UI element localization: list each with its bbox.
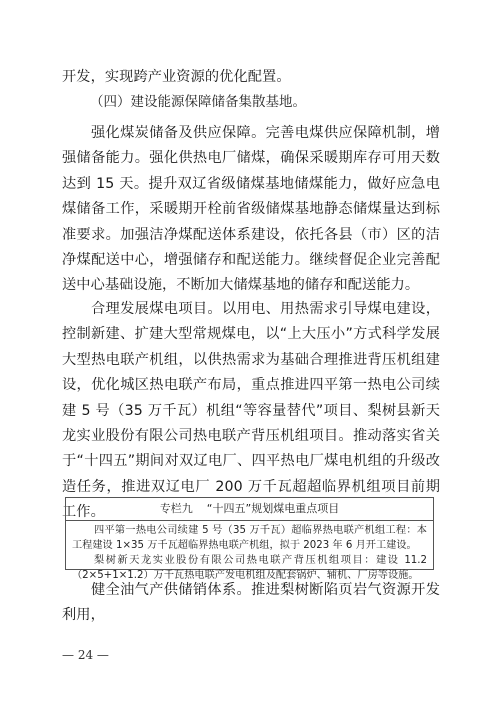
box-title <box>66 498 433 521</box>
paragraph-continuation: 开发，实现跨产业资源的优化配置。 <box>62 69 291 85</box>
paragraph-coal-power: 合理发展煤电项目。以用电、用热需求引导煤电建设，控制新建、扩建大型常规煤电，以“上大压小”方式科学发展大型热电联产机组，以供热需求为基础合理推进背压机组建设，优化城区热电联产布局，重点推进四平第一热电公司续建 5 号（35 万千瓦）机组“等容量替代”项目、梨树县新天龙实业股份有限公司热电联产背压机组项目。推动落实省关于“十四五”期间对双辽电厂、四平热电厂煤电机组的升级改造任务，推进双辽电厂 200 万千瓦超超临界机组项目前期工作。 <box>62 301 440 521</box>
box-heading: “十四五”规划煤电重点项目 <box>206 502 340 515</box>
box-item-1: 四平第一热电公司续建 5 号（35 万千瓦）超临界热电联产机组工程：本工程建设 1×35 万千瓦超临界热电联产机组，拟于 2023 年 6 月开工建设。 <box>72 525 427 551</box>
page-number: — 24 — <box>62 648 109 662</box>
box-item-2: 梨树新天龙实业股份有限公司热电联产背压机组项目：建设 11.2（2×5+1×1.2）万千瓦热电联产发电机组及配套锅炉、辅机、厂房等设施。 <box>72 555 427 581</box>
sidebar-box-coal-projects <box>65 497 434 581</box>
paragraph-coal-reserve: 强化煤炭储备及供应保障。完善电煤供应保障机制，增强储备能力。强化供热电厂储煤，确保采暖期库存可用天数达到 15 天。提升双辽省级储煤基地储煤能力，做好应急电煤储备工作，采暖期开栓前省级储煤基地静态储煤量达到标准要求。加强洁净煤配送体系建设，依托各县（市）区的洁净煤配送中心，增强储存和配送能力。继续督促企业完善配送中心基础设施，不断加大储煤基地的储存和配送能力。 <box>62 125 440 294</box>
box-body <box>72 523 427 583</box>
paragraph-oil-gas: 健全油气产供储销体系。推进梨树断陷页岩气资源开发利用， <box>62 582 440 624</box>
section-heading: （四）建设能源保障储备集散基地。 <box>90 94 306 110</box>
box-label: 专栏九 <box>159 502 193 515</box>
